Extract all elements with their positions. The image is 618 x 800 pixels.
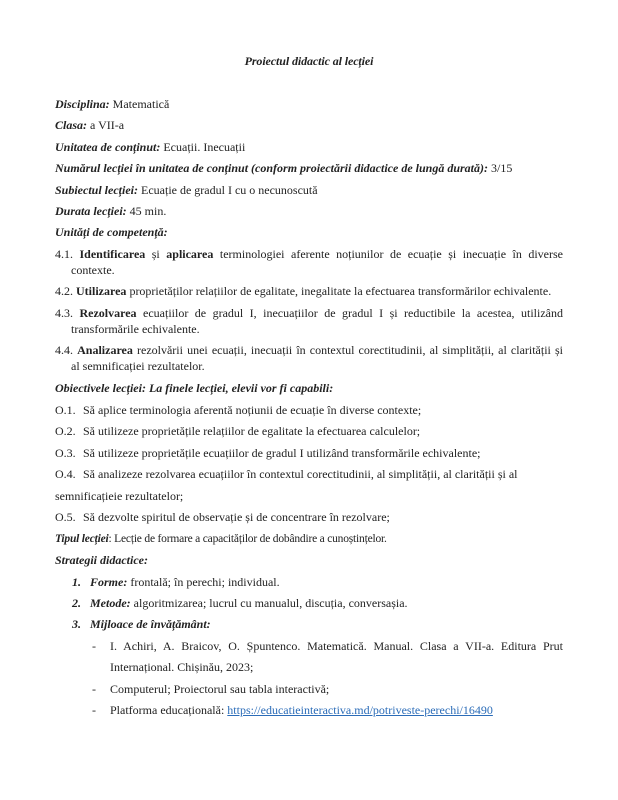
field-label: Unitatea de conținut: xyxy=(55,140,161,154)
list-dash: - xyxy=(92,703,96,717)
competence-number: 4.2. xyxy=(55,284,73,298)
objective-number: O.4. xyxy=(55,467,76,481)
resource-text: Computerul; Proiectorul sau tabla interactivă; xyxy=(110,682,330,696)
resource-prefix: Platforma educațională: xyxy=(110,703,228,717)
field-value: 3/15 xyxy=(488,161,513,175)
field-discipline xyxy=(55,97,169,112)
document-title: Proiectul didactic al lecției xyxy=(244,54,374,68)
competence-keyword: Identificarea xyxy=(79,247,146,261)
lesson-type-label: Tipul lecției xyxy=(55,533,109,545)
competence-number: 4.1. xyxy=(55,247,73,261)
list-dash: - xyxy=(92,639,96,653)
field-value: 45 min. xyxy=(126,204,167,218)
platform-link[interactable]: https://educatieinteractiva.md/potriveste-perechi/16490 xyxy=(227,703,493,717)
competence-item xyxy=(55,247,563,262)
resource-text xyxy=(110,703,493,718)
competence-text: și xyxy=(145,247,167,261)
competence-keyword: Utilizarea xyxy=(76,284,127,298)
objective-continuation: semnificațieie rezultatelor; xyxy=(55,489,184,503)
lesson-type xyxy=(55,532,387,547)
strategy-number: 1. xyxy=(72,575,81,589)
competence-text: rezolvării unei ecuații, inecuații în contextul corectitudinii, al simplității, al clarității și xyxy=(132,343,563,357)
objective-item xyxy=(55,446,481,461)
competence-continuation: contexte. xyxy=(71,263,115,277)
field-value: Matematică xyxy=(109,97,170,111)
competence-text: ecuațiilor de gradul I, inecuațiilor de gradul I și reductibile la acestea, utilizând xyxy=(136,306,564,320)
strategies-heading: Strategii didactice: xyxy=(55,553,148,567)
objective-item xyxy=(55,424,420,439)
strategy-item-means xyxy=(72,617,211,632)
field-value: Ecuație de gradul I cu o necunoscută xyxy=(138,183,318,197)
objective-text: Să analizeze rezolvarea ecuațiilor în contextul corectitudinii, al simplității, al clarității și al xyxy=(83,467,518,481)
competence-continuation: transformările echivalente. xyxy=(71,322,200,336)
competence-keyword: Analizarea xyxy=(77,343,133,357)
field-content-unit xyxy=(55,140,245,155)
strategy-label: Forme: xyxy=(90,575,128,589)
objective-text: Să utilizeze proprietățile ecuațiilor de gradul I utilizând transformările echivalente; xyxy=(83,446,481,460)
strategy-number: 2. xyxy=(72,596,81,610)
competence-text: terminologiei aferente noțiunilor de ecuație și inecuație în diverse xyxy=(213,247,564,261)
strategy-value: frontală; în perechi; individual. xyxy=(127,575,280,589)
objective-item xyxy=(55,510,390,525)
strategy-number: 3. xyxy=(72,617,81,631)
field-label: Subiectul lecției: xyxy=(55,183,138,197)
strategy-label: Mijloace de învățământ: xyxy=(90,617,211,631)
field-lesson-duration xyxy=(55,204,166,219)
resource-text: I. Achiri, A. Braicov, O. Șpuntenco. Matematică. Manual. Clasa a VII-a. Editura Prut xyxy=(110,639,563,653)
resource-text-continuation: Internațional. Chișinău, 2023; xyxy=(110,660,254,674)
strategy-label: Metode: xyxy=(90,596,131,610)
objective-number: O.1. xyxy=(55,403,76,417)
field-value: a VII-a xyxy=(87,118,125,132)
field-label: Numărul lecției în unitatea de conținut (conform proiectării didactice de lungă durată): xyxy=(55,161,489,175)
objective-number: O.5. xyxy=(55,510,76,524)
field-class xyxy=(55,118,124,133)
competence-number: 4.4. xyxy=(55,343,73,357)
lesson-type-value: : Lecție de formare a capacităților de dobândire a cunoștințelor. xyxy=(108,533,387,545)
field-lesson-number xyxy=(55,161,512,176)
strategy-value: algoritmizarea; lucrul cu manualul, discuția, conversașia. xyxy=(130,596,408,610)
competence-keyword: Rezolvarea xyxy=(79,306,137,320)
objective-number: O.3. xyxy=(55,446,76,460)
objectives-heading: Obiectivele lecției: La finele lecției, elevii vor fi capabili: xyxy=(55,381,334,395)
field-value: Ecuații. Inecuații xyxy=(160,140,246,154)
competence-text: proprietăților relațiilor de egalitate, inegalitate la efectuarea transformărilor echivalente. xyxy=(126,284,552,298)
competence-continuation: al semnificației rezultatelor. xyxy=(71,359,205,373)
objective-text: Să aplice terminologia aferentă noțiunii de ecuație în diverse contexte; xyxy=(83,403,422,417)
competences-heading: Unități de competență: xyxy=(55,225,168,239)
field-lesson-subject xyxy=(55,183,318,198)
objective-number: O.2. xyxy=(55,424,76,438)
field-label: Clasa: xyxy=(55,118,88,132)
competence-number: 4.3. xyxy=(55,306,73,320)
competence-item xyxy=(55,284,551,299)
strategy-item-methods xyxy=(72,596,408,611)
competence-keyword: aplicarea xyxy=(166,247,214,261)
competence-item xyxy=(55,343,563,358)
list-dash: - xyxy=(92,682,96,696)
strategy-item-forms xyxy=(72,575,280,590)
objective-text: Să dezvolte spiritul de observație și de concentrare în rezolvare; xyxy=(83,510,390,524)
objective-item xyxy=(55,467,518,482)
objective-item xyxy=(55,403,421,418)
objective-text: Să utilizeze proprietățile relațiilor de egalitate la efectuarea calculelor; xyxy=(83,424,421,438)
field-label: Disciplina: xyxy=(55,97,110,111)
competence-item xyxy=(55,306,563,321)
field-label: Durata lecției: xyxy=(55,204,127,218)
